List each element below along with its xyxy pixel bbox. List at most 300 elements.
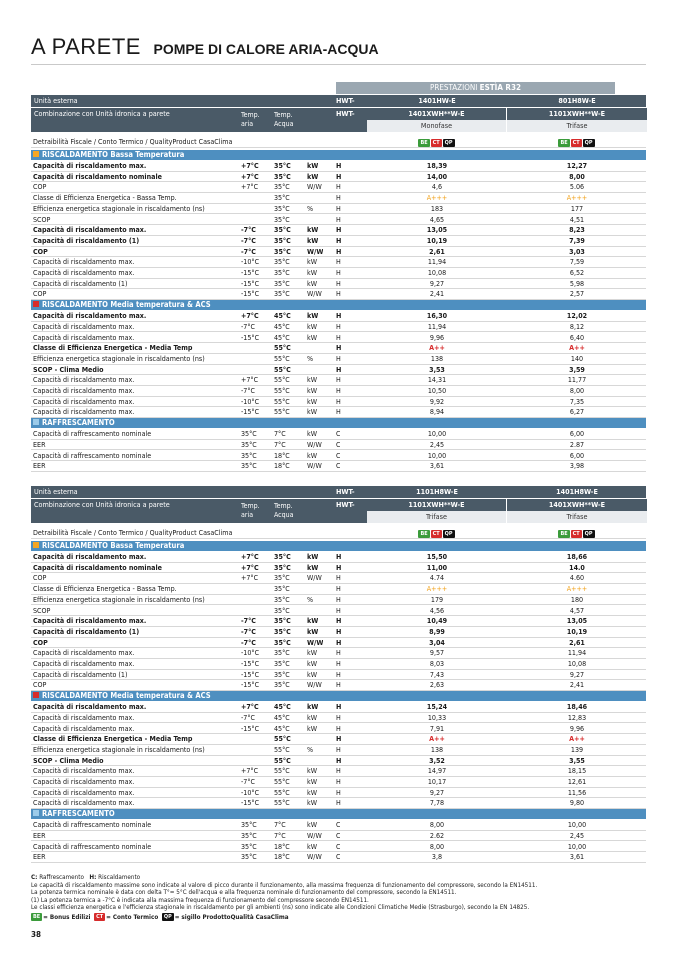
band-title: RISCALDAMENTO Bassa Temperatura (42, 150, 185, 159)
table-row (31, 734, 646, 745)
row-label: COP (33, 680, 47, 690)
badge-ct: CT (96, 913, 104, 920)
value-col-1: 11,94 (427, 257, 447, 267)
indoor-model-1: 1401XWH**W-E (367, 108, 506, 120)
temp-acqua-value: 35°C (274, 268, 290, 277)
temp-aria-value: 35°C (241, 852, 257, 862)
table-row (31, 756, 646, 767)
row-label: Capacità di riscaldamento max. (33, 257, 135, 267)
temp-aria-value: -15°C (241, 289, 260, 299)
unit-value: % (307, 594, 314, 604)
temp-aria-value: -7°C (241, 637, 256, 647)
temp-acqua-value: 35°C (274, 171, 291, 181)
band-marker-icon (33, 542, 39, 548)
temp-aria-value: -10°C (241, 787, 260, 797)
value-col-2: 10,00 (567, 841, 587, 851)
value-col-1: 9,92 (429, 396, 445, 406)
value-col-1: 138 (430, 353, 444, 363)
table-row (31, 627, 646, 638)
value-col-1: 9,27 (429, 787, 445, 797)
row-label: Efficienza energetica stagionale in riscaldamento (ns) (33, 594, 205, 604)
badge-qp: QP (584, 140, 593, 146)
badge-ct: CT (432, 140, 440, 146)
value-col-2: 13,05 (566, 616, 588, 626)
phase-2: Trifase (507, 511, 647, 523)
mode-value: H (336, 552, 342, 561)
mode-value: H (336, 386, 341, 395)
mode-value: H (336, 723, 341, 733)
row-label: Capacità di riscaldamento max. (33, 311, 147, 321)
unit-value: kW (307, 712, 318, 722)
mode-value: H (336, 777, 341, 786)
legend-h-text: Riscaldamento (98, 874, 141, 881)
value-col-2: 10,00 (567, 820, 587, 830)
be-legend-text: = Bonus Edilizi (43, 913, 91, 921)
unit-value: kW (307, 659, 318, 668)
mode-value: H (336, 289, 341, 299)
footnote-legend (31, 874, 646, 882)
unit-value: kW (307, 171, 319, 181)
temp-acqua-value: 18°C (274, 461, 290, 471)
unit-value: kW (307, 268, 318, 277)
mode-value: H (336, 343, 342, 353)
row-label: Capacità di riscaldamento max. (33, 702, 147, 712)
unit-value: kW (307, 723, 318, 733)
temp-aria-value: +7°C (241, 562, 259, 572)
value-col-2: 11,77 (567, 375, 587, 385)
temp-aria-header: Temp. aria (241, 502, 260, 519)
value-col-2: 8,00 (569, 386, 585, 395)
value-col-1: 14,97 (427, 766, 447, 776)
value-col-2: 6,00 (569, 429, 585, 439)
value-col-2: 18,46 (566, 702, 588, 712)
row-label: Capacità di riscaldamento max. (33, 766, 135, 776)
row-label: SCOP (33, 605, 51, 615)
table-row (31, 461, 646, 472)
value-col-2: A+++ (566, 193, 588, 203)
unit-value: kW (307, 552, 319, 561)
table-row (31, 595, 646, 606)
temp-aria-value: +7°C (241, 161, 259, 170)
row-label: Capacità di riscaldamento (1) (33, 235, 140, 245)
legend-c-text: Raffrescamento (39, 874, 84, 881)
temp-acqua-value: 55°C (274, 777, 290, 786)
unit-value: kW (307, 429, 318, 439)
badge-ct: CT (432, 531, 440, 537)
indoor-model-1: 1101XWH**W-E (367, 499, 506, 511)
mode-value: H (336, 637, 342, 647)
row-label: EER (33, 461, 46, 471)
page-number: 38 (31, 930, 42, 939)
temp-aria-value: -7°C (241, 626, 256, 636)
value-col-1: 183 (430, 203, 444, 213)
row-label: Efficienza energetica stagionale in riscaldamento (ns) (33, 744, 205, 754)
row-label: Capacità di riscaldamento max. (33, 648, 135, 658)
temp-aria-value: 35°C (241, 461, 257, 471)
unit-value: W/W (307, 461, 322, 471)
row-label: Classe di Efficienza Energetica - Media Temp (33, 343, 193, 353)
table-row (31, 375, 646, 386)
temp-aria-value: -15°C (241, 798, 260, 808)
badge-be: BE (560, 531, 568, 537)
temp-acqua-value: 45°C (274, 332, 290, 342)
value-col-2: 3,03 (569, 246, 585, 256)
unit-value: kW (307, 648, 318, 658)
value-col-2: 5.06 (569, 182, 585, 192)
row-label: Capacità di riscaldamento max. (33, 723, 135, 733)
temp-aria-value: 35°C (241, 830, 257, 840)
model-col-1: 1101H8W-E (416, 487, 458, 496)
unit-value: kW (307, 396, 318, 406)
row-label: Capacità di riscaldamento max. (33, 332, 135, 342)
temp-acqua-value: 35°C (274, 289, 290, 299)
table-row (31, 365, 646, 376)
temp-aria-value: -15°C (241, 669, 260, 679)
temp-acqua-value: 55°C (274, 766, 290, 776)
table-row (31, 397, 646, 408)
page-title (31, 34, 379, 60)
temp-acqua-value: 35°C (274, 616, 291, 626)
footnote-line-1: Le capacità di riscaldamento massime sono indicate al valore di picco durante il funzionamento, alla massima frequenza di funzionamento del compressore, secondo la EN14511. (31, 881, 538, 889)
temp-acqua-value: 55°C (274, 353, 290, 363)
temp-acqua-value: 45°C (274, 712, 290, 722)
mode-value: H (336, 225, 342, 235)
temp-acqua-value: 35°C (274, 203, 290, 213)
row-label: Capacità di riscaldamento max. (33, 798, 135, 808)
table-row (31, 322, 646, 333)
value-col-1: 10,50 (427, 386, 447, 395)
row-label: Capacità di riscaldamento max. (33, 386, 135, 395)
table-row (31, 745, 646, 756)
mode-value: H (336, 321, 341, 331)
row-label: Efficienza energetica stagionale in riscaldamento (ns) (33, 203, 205, 213)
table-row (31, 702, 646, 713)
mode-value: H (336, 396, 341, 406)
temp-aria-value: -15°C (241, 332, 260, 342)
value-col-1: 9,57 (429, 648, 445, 658)
temp-acqua-value: 35°C (274, 637, 291, 647)
mode-value: H (336, 246, 342, 256)
table-row (31, 193, 646, 204)
value-col-2: 6,40 (569, 332, 585, 342)
value-col-1: 8,00 (429, 841, 445, 851)
footnotes (31, 874, 646, 921)
value-col-1: 2.62 (429, 830, 445, 840)
temp-acqua-value: 55°C (274, 407, 290, 417)
value-col-1: 2,61 (429, 246, 445, 256)
combinazione-label: Combinazione con Unità idronica a parete (34, 500, 170, 509)
unit-value: kW (307, 311, 319, 321)
value-col-2: 8,00 (569, 171, 585, 181)
row-label: EER (33, 439, 46, 449)
value-col-2: 3,98 (569, 461, 585, 471)
table-row (31, 311, 646, 322)
row-label: Capacità di riscaldamento (1) (33, 626, 140, 636)
temp-acqua-value: 35°C (274, 161, 291, 170)
mode-value: H (336, 407, 341, 417)
unit-value: kW (307, 841, 318, 851)
phase-1: Trifase (367, 511, 506, 523)
temp-acqua-value: 18°C (274, 450, 290, 460)
value-col-2: 3,59 (569, 364, 585, 374)
temp-acqua-value: 45°C (274, 321, 290, 331)
mode-value: C (336, 439, 341, 449)
mode-value: H (336, 214, 341, 224)
table-row (31, 257, 646, 268)
detraibilita-label: Detraibilità Fiscale / Conto Termico / QualityProduct CasaClima (33, 528, 233, 537)
value-col-1: 11,94 (427, 321, 447, 331)
value-col-1: 14,31 (427, 375, 447, 385)
unit-value: kW (307, 257, 318, 267)
table-row (31, 788, 646, 799)
temp-acqua-value: 35°C (274, 584, 290, 594)
value-col-2: 6,27 (569, 407, 585, 417)
header-row-indoor-unit (31, 499, 367, 523)
unit-value: kW (307, 820, 318, 830)
temp-acqua-value: 55°C (274, 787, 290, 797)
band-marker-icon (33, 419, 39, 425)
row-label: Classe di Efficienza Energetica - Media Temp (33, 734, 193, 744)
value-col-2: 12,02 (566, 311, 588, 321)
mode-value: C (336, 830, 341, 840)
temp-aria-value: -7°C (241, 616, 256, 626)
value-col-2: 11,56 (567, 787, 587, 797)
temp-acqua-value: 35°C (274, 605, 290, 615)
table-row (31, 831, 646, 842)
unit-value: kW (307, 450, 318, 460)
row-label: COP (33, 246, 48, 256)
temp-acqua-value: 55°C (274, 744, 290, 754)
title-divider (31, 64, 646, 65)
temp-aria-value: +7°C (241, 311, 259, 321)
temp-acqua-value: 55°C (274, 364, 291, 374)
band-title: RISCALDAMENTO Media temperatura & ACS (42, 300, 211, 310)
temp-acqua-value: 35°C (274, 225, 291, 235)
row-label: COP (33, 573, 47, 583)
temp-acqua-value: 35°C (274, 246, 291, 256)
footnote-line-4: Le classi efficienza energetica e l'efficienza stagionale in riscaldamento per gli ambienti (ns) sono indicate alle Condizioni Climatiche Medie (Strasburgo), secondo la EN 14825. (31, 904, 530, 911)
temp-aria-value: +7°C (241, 171, 259, 181)
temp-aria-header: Temp. aria (241, 111, 260, 128)
row-label: Capacità di riscaldamento max. (33, 161, 147, 170)
qp-legend-text: = sigillo ProdottoQualità CasaClima (174, 913, 289, 921)
section-band (31, 150, 646, 160)
row-label: Capacità di riscaldamento (1) (33, 669, 128, 679)
mode-value: H (336, 171, 342, 181)
unit-value: kW (307, 321, 318, 331)
temp-acqua-value: 7°C (274, 439, 286, 449)
unit-value: % (307, 203, 314, 213)
table-row (31, 161, 646, 172)
hwt-prefix-1: HWT- (336, 487, 355, 496)
unit-value: kW (307, 787, 318, 797)
temp-acqua-value: 55°C (274, 396, 290, 406)
value-col-1: 9,96 (429, 332, 445, 342)
value-col-2: 18,15 (567, 766, 587, 776)
mode-value: H (336, 669, 341, 679)
mode-value: C (336, 841, 341, 851)
row-label: Capacità di riscaldamento (1) (33, 278, 128, 288)
temp-aria-value: -7°C (241, 321, 256, 331)
value-col-1: A+++ (426, 584, 448, 594)
temp-acqua-value: 35°C (274, 659, 290, 668)
mode-value: H (336, 648, 341, 658)
temp-acqua-header: Temp. Acqua (274, 502, 294, 519)
value-col-2: 4,57 (569, 605, 585, 615)
temp-acqua-value: 55°C (274, 798, 290, 808)
value-col-2: 3,61 (569, 852, 585, 862)
mode-value: H (336, 203, 341, 213)
table-row (31, 225, 646, 236)
unit-value: kW (307, 278, 318, 288)
temp-aria-value: +7°C (241, 702, 259, 712)
value-col-2: 10,19 (566, 626, 588, 636)
value-col-2: 2,41 (569, 680, 585, 690)
value-col-2: 12,61 (567, 777, 587, 786)
mode-value: H (336, 702, 342, 712)
table-row (31, 279, 646, 290)
temp-aria-value: -10°C (241, 396, 260, 406)
value-col-2: 8,23 (569, 225, 585, 235)
value-col-2: 7,59 (569, 257, 585, 267)
value-col-1: 3,8 (431, 852, 443, 862)
unita-esterna-label: Unità esterna (34, 96, 78, 105)
mode-value: H (336, 364, 342, 374)
table-row (31, 680, 646, 691)
temp-aria-value: +7°C (241, 375, 259, 385)
table-row (31, 638, 646, 649)
temp-acqua-value: 45°C (274, 311, 291, 321)
unit-value: W/W (307, 852, 322, 862)
unit-value: W/W (307, 637, 324, 647)
temp-aria-value: 35°C (241, 429, 257, 439)
value-col-1: 10,17 (427, 777, 447, 786)
value-col-1: 3,52 (429, 755, 445, 765)
value-col-2: 6,52 (569, 268, 585, 277)
value-col-1: 10,08 (427, 268, 447, 277)
row-label: Capacità di riscaldamento max. (33, 712, 135, 722)
mode-value: H (336, 375, 341, 385)
table-row (31, 842, 646, 853)
temp-acqua-value: 7°C (274, 820, 286, 830)
temp-aria-value: -7°C (241, 712, 256, 722)
band-title: RAFFRESCAMENTO (42, 418, 115, 428)
table-row (31, 333, 646, 344)
value-col-1: 10,33 (427, 712, 447, 722)
value-col-1: A++ (429, 734, 445, 744)
value-col-1: 7,91 (429, 723, 445, 733)
value-col-1: 11,00 (426, 562, 448, 572)
value-col-2: 4,51 (569, 214, 585, 224)
value-col-1: 18,39 (426, 161, 448, 170)
temp-acqua-value: 45°C (274, 723, 290, 733)
mode-value: H (336, 626, 342, 636)
mode-value: H (336, 766, 341, 776)
mode-value: H (336, 659, 341, 668)
title-main: A PARETE (31, 34, 141, 59)
row-label: Capacità di riscaldamento max. (33, 659, 135, 668)
phase-2: Trifase (507, 120, 647, 132)
mode-value: H (336, 562, 342, 572)
temp-acqua-value: 35°C (274, 680, 290, 690)
unit-value: kW (307, 777, 318, 786)
band-title: RAFFRESCAMENTO (42, 809, 115, 819)
unit-value: W/W (307, 182, 322, 192)
table-row (31, 172, 646, 183)
value-col-1: 8,99 (429, 626, 445, 636)
row-label: Capacità di raffrescamento nominale (33, 429, 152, 439)
value-col-2: 8,12 (569, 321, 585, 331)
value-col-1: 8,94 (429, 407, 445, 417)
row-label: Capacità di riscaldamento max. (33, 225, 147, 235)
value-col-2: 177 (570, 203, 584, 213)
row-label: COP (33, 637, 48, 647)
mode-value: H (336, 332, 341, 342)
value-col-2: 2.87 (569, 439, 585, 449)
value-col-1: 10,00 (427, 429, 447, 439)
row-label: Capacità di raffrescamento nominale (33, 450, 152, 460)
temp-aria-value: +7°C (241, 766, 259, 776)
unit-value: kW (307, 702, 319, 712)
row-label: Capacità di riscaldamento max. (33, 321, 135, 331)
table-row (31, 616, 646, 627)
detraibilita-row (31, 135, 646, 148)
table-row (31, 386, 646, 397)
table-row (31, 606, 646, 617)
band-marker-icon (33, 810, 39, 816)
value-col-1: 2,41 (429, 289, 445, 299)
row-label: Capacità di riscaldamento max. (33, 375, 135, 385)
value-col-1: A++ (429, 343, 445, 353)
badge-group (367, 136, 507, 147)
table-row (31, 659, 646, 670)
unit-value: kW (307, 407, 318, 417)
row-label: COP (33, 289, 47, 299)
value-col-2: 4.60 (569, 573, 585, 583)
temp-acqua-value: 35°C (274, 626, 291, 636)
temp-aria-value: -7°C (241, 777, 256, 786)
temp-acqua-value: 35°C (274, 278, 290, 288)
unit-value: kW (307, 766, 318, 776)
value-col-2: 6,00 (569, 450, 585, 460)
value-col-1: 138 (430, 744, 444, 754)
unit-value: kW (307, 375, 318, 385)
value-col-1: 179 (430, 594, 444, 604)
mode-value: H (336, 680, 341, 690)
mode-value: C (336, 429, 341, 439)
value-col-1: 3,53 (429, 364, 445, 374)
table-row (31, 820, 646, 831)
mode-value: H (336, 584, 341, 594)
section-band (31, 418, 646, 428)
table-row (31, 236, 646, 247)
value-col-2: 9,96 (569, 723, 585, 733)
mode-value: H (336, 278, 341, 288)
value-col-2: 180 (570, 594, 584, 604)
table-row (31, 268, 646, 279)
title-sub: POMPE DI CALORE ARIA-ACQUA (153, 41, 379, 57)
temp-aria-value: -7°C (241, 235, 256, 245)
value-col-1: 10,19 (426, 235, 448, 245)
legend-h-key: H: (89, 874, 97, 881)
value-col-1: 7,43 (429, 669, 445, 679)
row-label: Capacità di riscaldamento max. (33, 777, 135, 786)
temp-acqua-value: 35°C (274, 552, 291, 561)
hwt-prefix-1: HWT- (336, 96, 355, 105)
temp-aria-value: -10°C (241, 648, 260, 658)
temp-acqua-value: 55°C (274, 755, 291, 765)
footnote-badge-legend (31, 913, 646, 922)
